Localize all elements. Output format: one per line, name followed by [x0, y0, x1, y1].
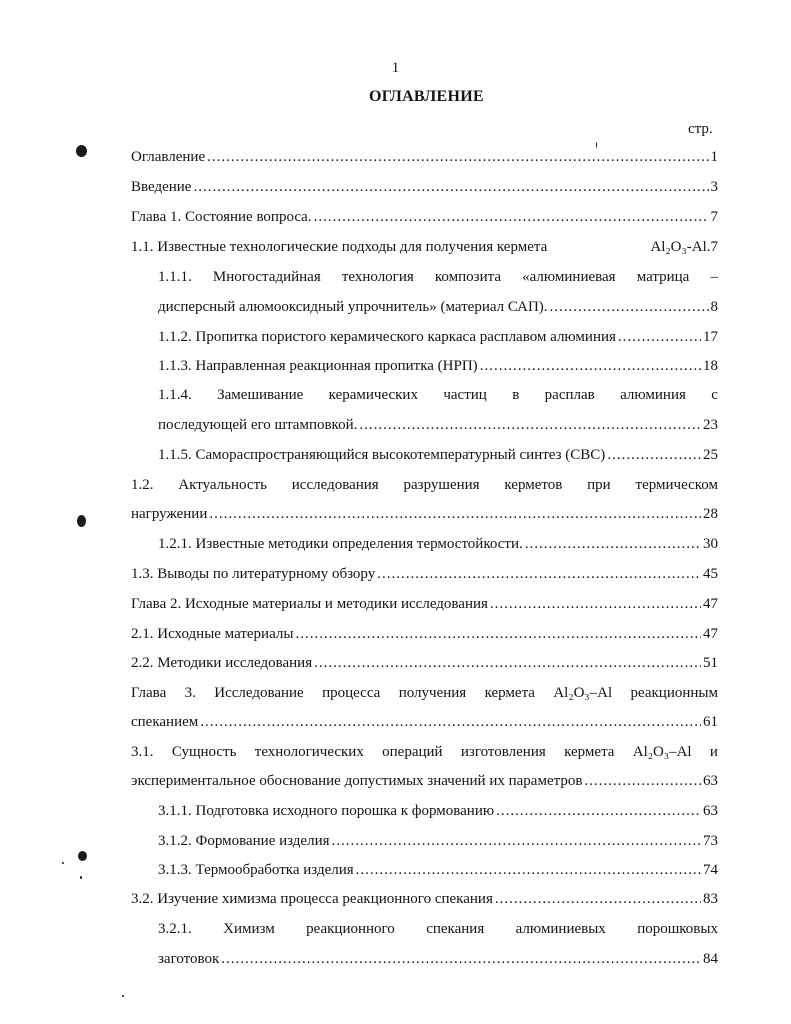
toc-entry-formula: Al₂O₃-Al. [650, 239, 711, 255]
toc-entry-first-line [158, 386, 718, 404]
scan-speck [76, 145, 87, 157]
toc-word: с [711, 387, 718, 403]
toc-entry-page: 45 [703, 566, 718, 582]
toc-word: процесса [322, 685, 381, 701]
toc-entry [131, 178, 718, 196]
toc-word: термическом [635, 477, 718, 493]
page-column-label: стр. [688, 121, 713, 137]
toc-entry-title: 2.2. Методики исследования [131, 655, 313, 671]
toc-word: кермета [564, 744, 615, 760]
toc-entry [158, 802, 718, 820]
toc-entry-title: 3.1.3. Термообработка изделия [158, 862, 354, 878]
toc-entry-title: дисперсный алюмооксидный упрочнитель» (материал САП). [158, 299, 548, 315]
scan-speck [122, 995, 124, 997]
dot-leader [359, 416, 701, 434]
toc-entry [131, 208, 718, 226]
toc-word: керметов [504, 477, 563, 493]
toc-word: технологических [254, 744, 364, 760]
toc-entry-first-line [158, 920, 718, 938]
dot-leader [607, 446, 701, 464]
dot-leader [550, 298, 709, 316]
toc-entry [158, 328, 718, 346]
scan-speck [596, 142, 597, 148]
dot-leader [480, 357, 701, 375]
toc-entry-title: 1.1.5. Самораспространяющийся высокотемпературный синтез (СВС) [158, 447, 606, 463]
toc-entry-page: 84 [703, 951, 718, 967]
dot-leader [496, 802, 701, 820]
toc-word: Исследование [214, 685, 304, 701]
toc-entry [131, 890, 718, 908]
toc-word: изготовления [460, 744, 546, 760]
toc-word: 1.2. [131, 477, 154, 493]
toc-word: керамических [328, 387, 418, 403]
toc-entry [131, 654, 718, 672]
toc-word: операций [382, 744, 443, 760]
page-title: ОГЛАВЛЕНИЕ [369, 88, 484, 105]
toc-word: композита [434, 269, 501, 285]
scan-speck [80, 876, 82, 879]
toc-word: Химизм [223, 921, 275, 937]
toc-entry [158, 446, 718, 464]
toc-entry-page: 61 [703, 714, 718, 730]
toc-entry [131, 625, 718, 643]
dot-leader [295, 625, 701, 643]
toc-entry-title: 3.2. Изучение химизма процесса реакционного спекания [131, 891, 493, 907]
toc-word: – [710, 269, 718, 285]
toc-word: алюминиевых [515, 921, 606, 937]
toc-entry [158, 861, 718, 879]
toc-entry-title: Глава 2. Исходные материалы и методики исследования [131, 596, 488, 612]
toc-entry [158, 950, 718, 968]
toc-entry-title: заготовок [158, 951, 220, 967]
toc-word: расплав [544, 387, 595, 403]
toc-entry-title: 1.1.3. Направленная реакционная пропитка (НРП) [158, 358, 478, 374]
toc-entry-title: 2.1. Исходные материалы [131, 626, 294, 642]
toc-entry [131, 713, 718, 731]
toc-entry-title: Оглавление [131, 149, 206, 165]
toc-word: реакционного [306, 921, 395, 937]
scan-speck [62, 862, 64, 864]
toc-entry-first-line [131, 476, 718, 494]
toc-entry-page: 47 [703, 596, 718, 612]
toc-entry-title: 1.3. Выводы по литературному обзору [131, 566, 376, 582]
toc-entry-title: экспериментальное обоснование допустимых значений их параметров [131, 773, 583, 789]
toc-word: спекания [426, 921, 485, 937]
toc-word: порошковых [637, 921, 718, 937]
toc-entry-page: 47 [703, 626, 718, 642]
scan-speck [78, 851, 87, 861]
toc-entry [131, 565, 718, 583]
toc-entry-title: 3.1.1. Подготовка исходного порошка к формованию [158, 803, 495, 819]
toc-entry-title: последующей его штамповкой. [158, 417, 358, 433]
dot-leader [332, 832, 701, 850]
toc-word: частиц [443, 387, 487, 403]
toc-entry-page: 51 [703, 655, 718, 671]
toc-entry-title: 1.1.2. Пропитка пористого керамического каркаса расплавом алюминия [158, 329, 616, 345]
toc-entry [158, 832, 718, 850]
dot-leader [584, 772, 701, 790]
toc-entry-page: 74 [703, 862, 718, 878]
dot-leader [314, 208, 709, 226]
toc-word: Многостадийная [212, 269, 321, 285]
toc-word: разрушения [403, 477, 480, 493]
toc-word: кермета [484, 685, 535, 701]
toc-word: алюминия [620, 387, 686, 403]
toc-word: Al₂O₃–Al [553, 685, 613, 701]
toc-entry-title: нагружении [131, 506, 208, 522]
toc-word: и [709, 744, 718, 760]
toc-entry [158, 535, 718, 553]
toc-word: 3.1. [131, 744, 154, 760]
dot-leader [525, 535, 701, 553]
dot-leader [209, 505, 701, 523]
toc-entry [131, 148, 718, 166]
dot-leader [207, 148, 708, 166]
toc-entry-title: Введение [131, 179, 192, 195]
toc-word: 1.1.1. [158, 269, 192, 285]
toc-entry-title: Глава 1. Состояние вопроса. [131, 209, 312, 225]
toc-word: в [512, 387, 520, 403]
toc-word: Глава [131, 685, 167, 701]
toc-entry [158, 357, 718, 375]
toc-entry [131, 505, 718, 523]
toc-entry-first-line [158, 268, 718, 286]
toc-entry-title: спеканием [131, 714, 199, 730]
toc-entry-page: 3 [710, 179, 718, 195]
toc-entry [158, 416, 718, 434]
dot-leader [314, 654, 701, 672]
dot-leader [356, 861, 701, 879]
dot-leader [490, 595, 701, 613]
toc-entry-page: 1 [710, 149, 718, 165]
dot-leader [377, 565, 701, 583]
toc-word: матрица [636, 269, 690, 285]
toc-word: исследования [291, 477, 379, 493]
toc-word: 1.1.4. [158, 387, 192, 403]
toc-word: 3.2.1. [158, 921, 192, 937]
toc-entry-page: 7 [710, 239, 718, 255]
toc-entry [131, 595, 718, 613]
dot-leader [193, 178, 708, 196]
toc-word: Замешивание [217, 387, 304, 403]
toc-entry-page: 63 [703, 773, 718, 789]
toc-entry-page: 17 [703, 329, 718, 345]
toc-entry-page: 7 [710, 209, 718, 225]
toc-entry-title: 1.1. Известные технологические подходы для получения кермета [131, 239, 548, 255]
toc-entry-page: 8 [710, 299, 718, 315]
toc-entry-page: 73 [703, 833, 718, 849]
toc-entry-page: 63 [703, 803, 718, 819]
toc-entry-first-line [131, 684, 718, 702]
toc-entry-page: 28 [703, 506, 718, 522]
toc-entry-page: 30 [703, 536, 718, 552]
dot-leader [618, 328, 701, 346]
toc-word: получения [398, 685, 467, 701]
dot-leader [200, 713, 701, 731]
toc-word: технология [341, 269, 414, 285]
toc-entry-title: 1.2.1. Известные методики определения термостойкости. [158, 536, 523, 552]
dot-leader [221, 950, 701, 968]
toc-word: при [587, 477, 611, 493]
toc-word: 3. [184, 685, 196, 701]
page-number: 1 [391, 60, 400, 76]
toc-entry-page: 18 [703, 358, 718, 374]
toc-entry-title: 3.1.2. Формование изделия [158, 833, 330, 849]
scan-speck [77, 515, 86, 527]
toc-word: Сущность [171, 744, 237, 760]
toc-entry-page: 23 [703, 417, 718, 433]
toc-entry-page: 83 [703, 891, 718, 907]
toc-word: реакционным [630, 685, 718, 701]
dot-leader [495, 890, 701, 908]
toc-entry [131, 238, 718, 256]
toc-entry-page: 25 [703, 447, 718, 463]
toc-entry [131, 772, 718, 790]
toc-entry-first-line [131, 743, 718, 761]
toc-word: «алюминиевая [522, 269, 616, 285]
toc-entry [158, 298, 718, 316]
toc-word: Al₂O₃–Al [632, 744, 692, 760]
toc-word: Актуальность [178, 477, 267, 493]
